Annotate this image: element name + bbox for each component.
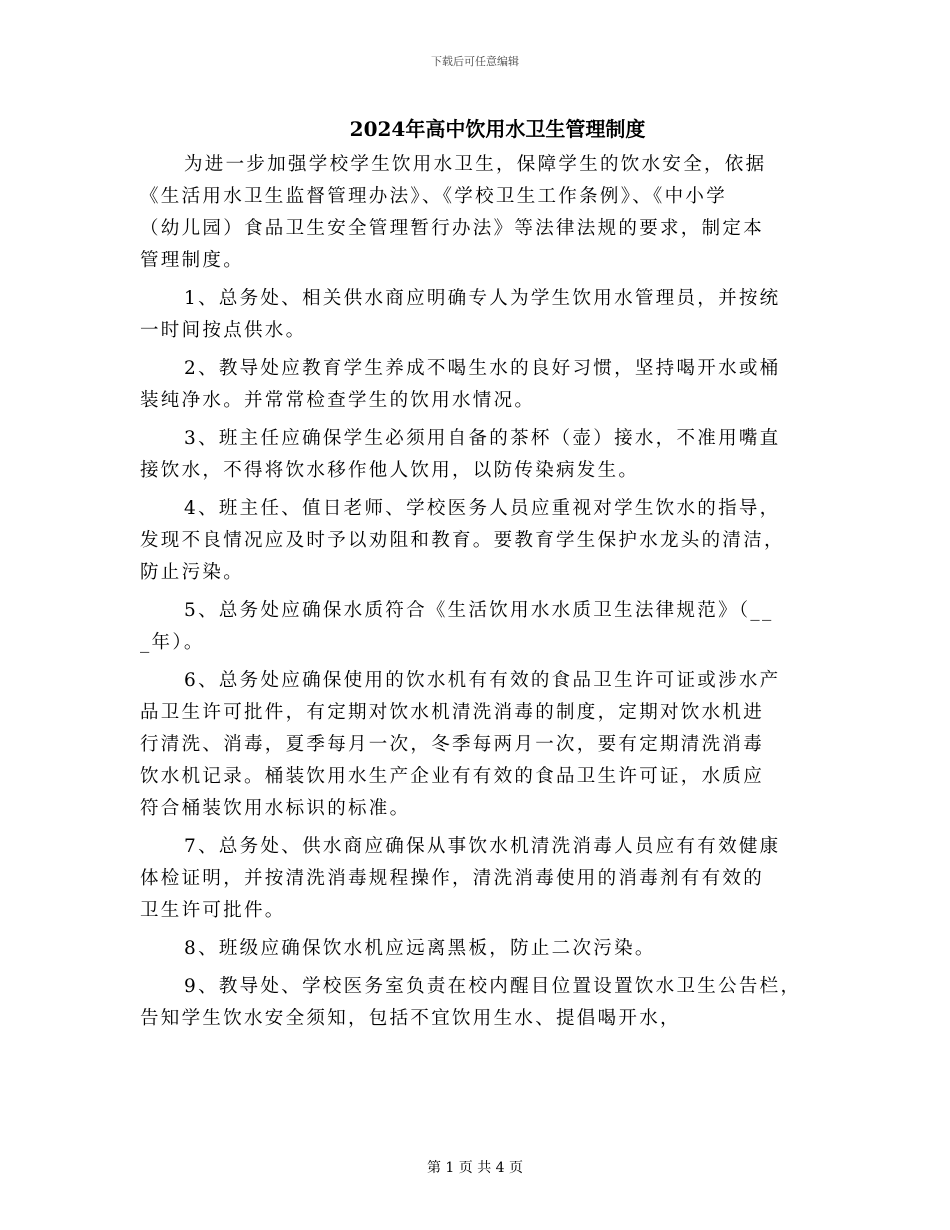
text-line: 2、教导处应教育学生养成不喝生水的良好习惯，坚持喝开水或桶 [184,358,781,379]
paragraph-item-5 [140,595,830,659]
text-line: 8、班级应确保饮水机应远离黑板，防止二次污染。 [184,938,656,959]
text-line: 6、总务处应确保使用的饮水机有有效的食品卫生许可证或涉水产 [184,670,781,691]
paragraph-item-6 [140,665,830,825]
text-line: 品卫生许可批件，有定期对饮水机清洗消毒的制度，定期对饮水机进 [140,702,765,723]
page-header-note: 下载后可任意编辑 [431,55,519,68]
paragraph-item-2 [140,353,830,417]
document-body [140,149,830,1041]
text-line: 体检证明，并按清洗消毒规程操作，清洗消毒使用的消毒剂有有效的 [140,868,765,889]
text-line: 装纯净水。并常常检查学生的饮用水情况。 [140,390,536,411]
text-line: 饮水机记录。桶装饮用水生产企业有有效的食品卫生许可证，水质应 [140,766,765,787]
text-line: 接饮水，不得将饮水移作他人饮用，以防传染病发生。 [140,460,640,481]
page-footer-number: 第 1 页 共 4 页 [426,1160,524,1176]
text-line: 符合桶装饮用水标识的标准。 [140,798,411,819]
text-line: 为进一步加强学校学生饮用水卫生，保障学生的饮水安全，依据 [184,154,767,175]
text-line: 3、班主任应确保学生必须用自备的茶杯（壶）接水，不准用嘴直 [184,428,781,449]
text-line: 告知学生饮水安全须知，包括不宜饮用生水、提倡喝开水， [140,1008,681,1029]
paragraph-item-7 [140,831,830,927]
text-line: _年）。 [140,632,205,653]
text-line: 1、总务处、相关供水商应明确专人为学生饮用水管理员，并按统 [184,288,781,309]
text-line: 9、教导处、学校医务室负责在校内醒目位置设置饮水卫生公告栏， [184,976,802,997]
paragraph-item-1 [140,283,830,347]
paragraph-item-3 [140,423,830,487]
text-line: 7、总务处、供水商应确保从事饮水机清洗消毒人员应有有效健康 [184,836,781,857]
paragraph-item-9 [140,971,830,1035]
document-title: 2024年高中饮用水卫生管理制度 [349,117,646,141]
paragraph-intro [140,149,830,277]
text-line: （幼儿园）食品卫生安全管理暂行办法》等法律法规的要求，制定本 [140,218,765,239]
text-line: 管理制度。 [140,250,245,271]
text-line: 《生活用水卫生监督管理办法》、《学校卫生工作条例》、《中小学 [140,186,728,207]
paragraph-item-4 [140,493,830,589]
text-line: 5、总务处应确保水质符合《生活饮用水水质卫生法律规范》（__ [184,600,774,621]
text-line: 一时间按点供水。 [140,320,307,341]
text-line: 行清洗、消毒，夏季每月一次，冬季每两月一次，要有定期清洗消毒 [140,734,765,755]
text-line: 4、班主任、值日老师、学校医务人员应重视对学生饮水的指导， [184,498,781,519]
paragraph-item-8 [140,933,830,965]
text-line: 防止污染。 [140,562,245,583]
text-line: 卫生许可批件。 [140,900,286,921]
text-line: 发现不良情况应及时予以劝阻和教育。要教育学生保护水龙头的清洁， [140,530,785,551]
